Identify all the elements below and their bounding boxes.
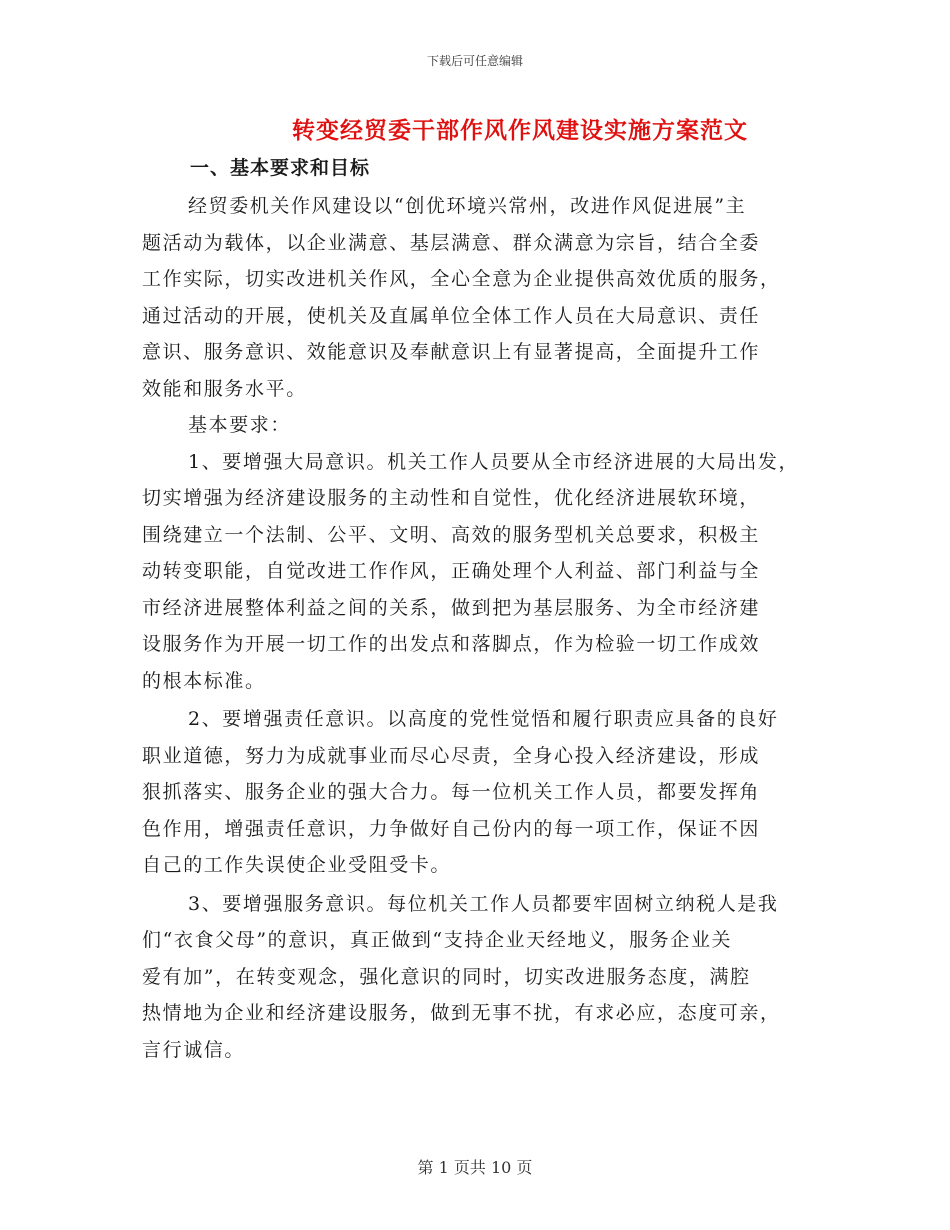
text-line: 动转变职能，自觉改进工作作风，正确处理个人利益、部门利益与全	[142, 560, 761, 582]
text-line: 爱有加”，在转变观念，强化意识的同时，切实改进服务态度，满腔	[142, 965, 751, 988]
text-line: 们“衣食父母”的意识，真正做到“支持企业天经地义，服务企业关	[142, 929, 733, 951]
text-line: 围绕建立一个法制、公平、文明、高效的服务型机关总要求，积极主	[142, 523, 761, 546]
text-line: 效能和服务水平。	[142, 377, 307, 400]
text-line: 的根本标准。	[142, 669, 266, 692]
paragraph-requirement-2	[142, 701, 822, 884]
text-line: 2、要增强责任意识。以高度的党性觉悟和履行职责应具备的良好	[188, 708, 779, 730]
document-body	[142, 188, 822, 1068]
text-line: 3、要增强服务意识。每位机关工作人员都要牢固树立纳税人是我	[188, 892, 779, 915]
paragraph-goals	[142, 188, 822, 407]
text-line: 狠抓落实、服务企业的强大合力。每一位机关工作人员，都要发挥角	[142, 781, 761, 803]
text-line: 1、要增强大局意识。机关工作人员要从全市经济进展的大局出发，	[188, 450, 800, 473]
document-title: 转变经贸委干部作风作风建设实施方案范文	[292, 117, 748, 144]
text-line: 职业道德，努力为成就事业而尽心尽责，全身心投入经济建设，形成	[142, 744, 761, 767]
text-line: 题活动为载体，以企业满意、基层满意、群众满意为宗旨，结合全委	[142, 231, 761, 254]
text-line: 通过活动的开展，使机关及直属单位全体工作人员在大局意识、责任	[142, 304, 761, 327]
section-heading: 一、基本要求和目标	[190, 157, 371, 179]
text-line: 市经济进展整体利益之间的关系，做到把为基层服务、为全市经济建	[142, 596, 761, 619]
text-line: 色作用，增强责任意识，力争做好自己份内的每一项工作，保证不因	[142, 817, 761, 840]
text-line: 工作实际，切实改进机关作风，全心全意为企业提供高效优质的服务，	[142, 268, 781, 290]
paragraph-basic-requirements	[142, 407, 822, 444]
text-line: 热情地为企业和经济建设服务，做到无事不扰，有求必应，态度可亲，	[142, 1002, 781, 1024]
text-line: 切实增强为经济建设服务的主动性和自觉性，优化经济进展软环境，	[142, 487, 761, 509]
text-line: 意识、服务意识、效能意识及奉献意识上有显著提高，全面提升工作	[142, 341, 761, 363]
paragraph-requirement-1	[142, 444, 822, 700]
text-line: 自己的工作失误使企业受阻受卡。	[142, 854, 452, 876]
text-line: 设服务作为开展一切工作的出发点和落脚点，作为检验一切工作成效	[142, 633, 761, 655]
text-line: 基本要求：	[188, 414, 292, 436]
page-header-note: 下载后可任意编辑	[426, 54, 523, 68]
page-number: 第 1 页共 10 页	[417, 1158, 533, 1177]
text-line: 言行诚信。	[142, 1038, 246, 1061]
paragraph-requirement-3	[142, 886, 822, 1069]
text-line: 经贸委机关作风建设以“创优环境兴常州，改进作风促进展”主	[188, 195, 747, 217]
